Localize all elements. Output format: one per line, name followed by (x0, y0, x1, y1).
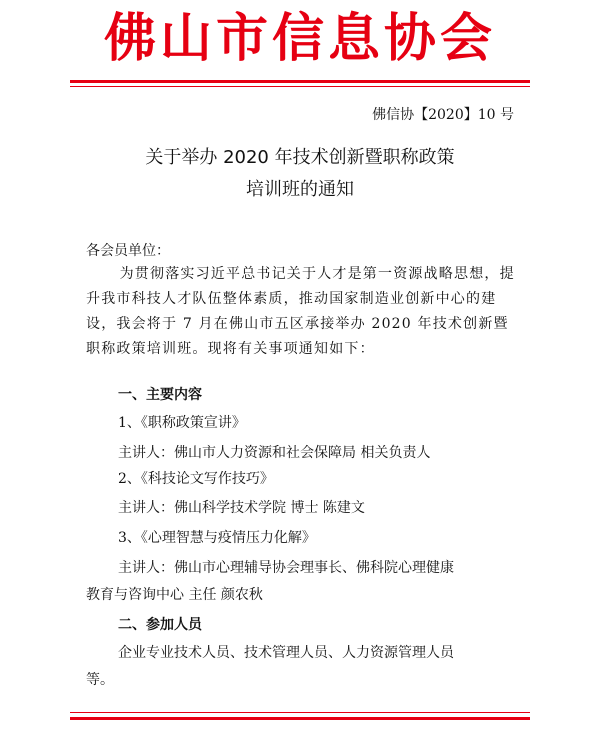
org-letterhead-title: 佛山市信息协会 (103, 8, 496, 69)
document-number: 佛信协【2020】10 号 (372, 107, 514, 123)
item-2-title: 2、《科技论文写作技巧》 (118, 471, 274, 487)
item-1-speaker: 主讲人：佛山市人力资源和社会保障局 相关负责人 (118, 445, 431, 461)
item-1-title: 1、《职称政策宣讲》 (118, 415, 246, 431)
intro-paragraph: 为贯彻落实习近平总书记关于人才是第一资源战略思想，提升我市科技人才队伍整体素质，推动国家制造业创新中心的建设，我会将于 7 月在佛山市五区承接举办 2020 年技术创新暨职称政策培训班。现将有关事项通知如下： (86, 266, 515, 357)
section-heading-participants: 二、参加人员 (118, 617, 202, 633)
item-3-speaker-line-2: 教育与咨询中心 主任 颜农秋 (86, 587, 263, 603)
participants-line-1: 企业专业技术人员、技术管理人员、人力资源管理人员 (118, 645, 454, 661)
salutation: 各会员单位： (86, 243, 170, 259)
participants-line-2: 等。 (86, 672, 114, 688)
notice-title-line-2: 培训班的通知 (246, 179, 354, 200)
header-rule-thick (70, 80, 530, 83)
item-3-title: 3、《心理智慧与疫情压力化解》 (118, 530, 316, 546)
header-rule-thin (70, 86, 530, 87)
notice-title-line-1: 关于举办 2020 年技术创新暨职称政策 (145, 147, 455, 168)
item-2-speaker: 主讲人：佛山科学技术学院 博士 陈建文 (118, 500, 365, 516)
section-heading-main-content: 一、主要内容 (118, 387, 202, 403)
footer-rule-thick (70, 717, 530, 720)
item-3-speaker-line-1: 主讲人：佛山市心理辅导协会理事长、佛科院心理健康 (118, 560, 454, 576)
footer-rule-thin (70, 712, 530, 713)
